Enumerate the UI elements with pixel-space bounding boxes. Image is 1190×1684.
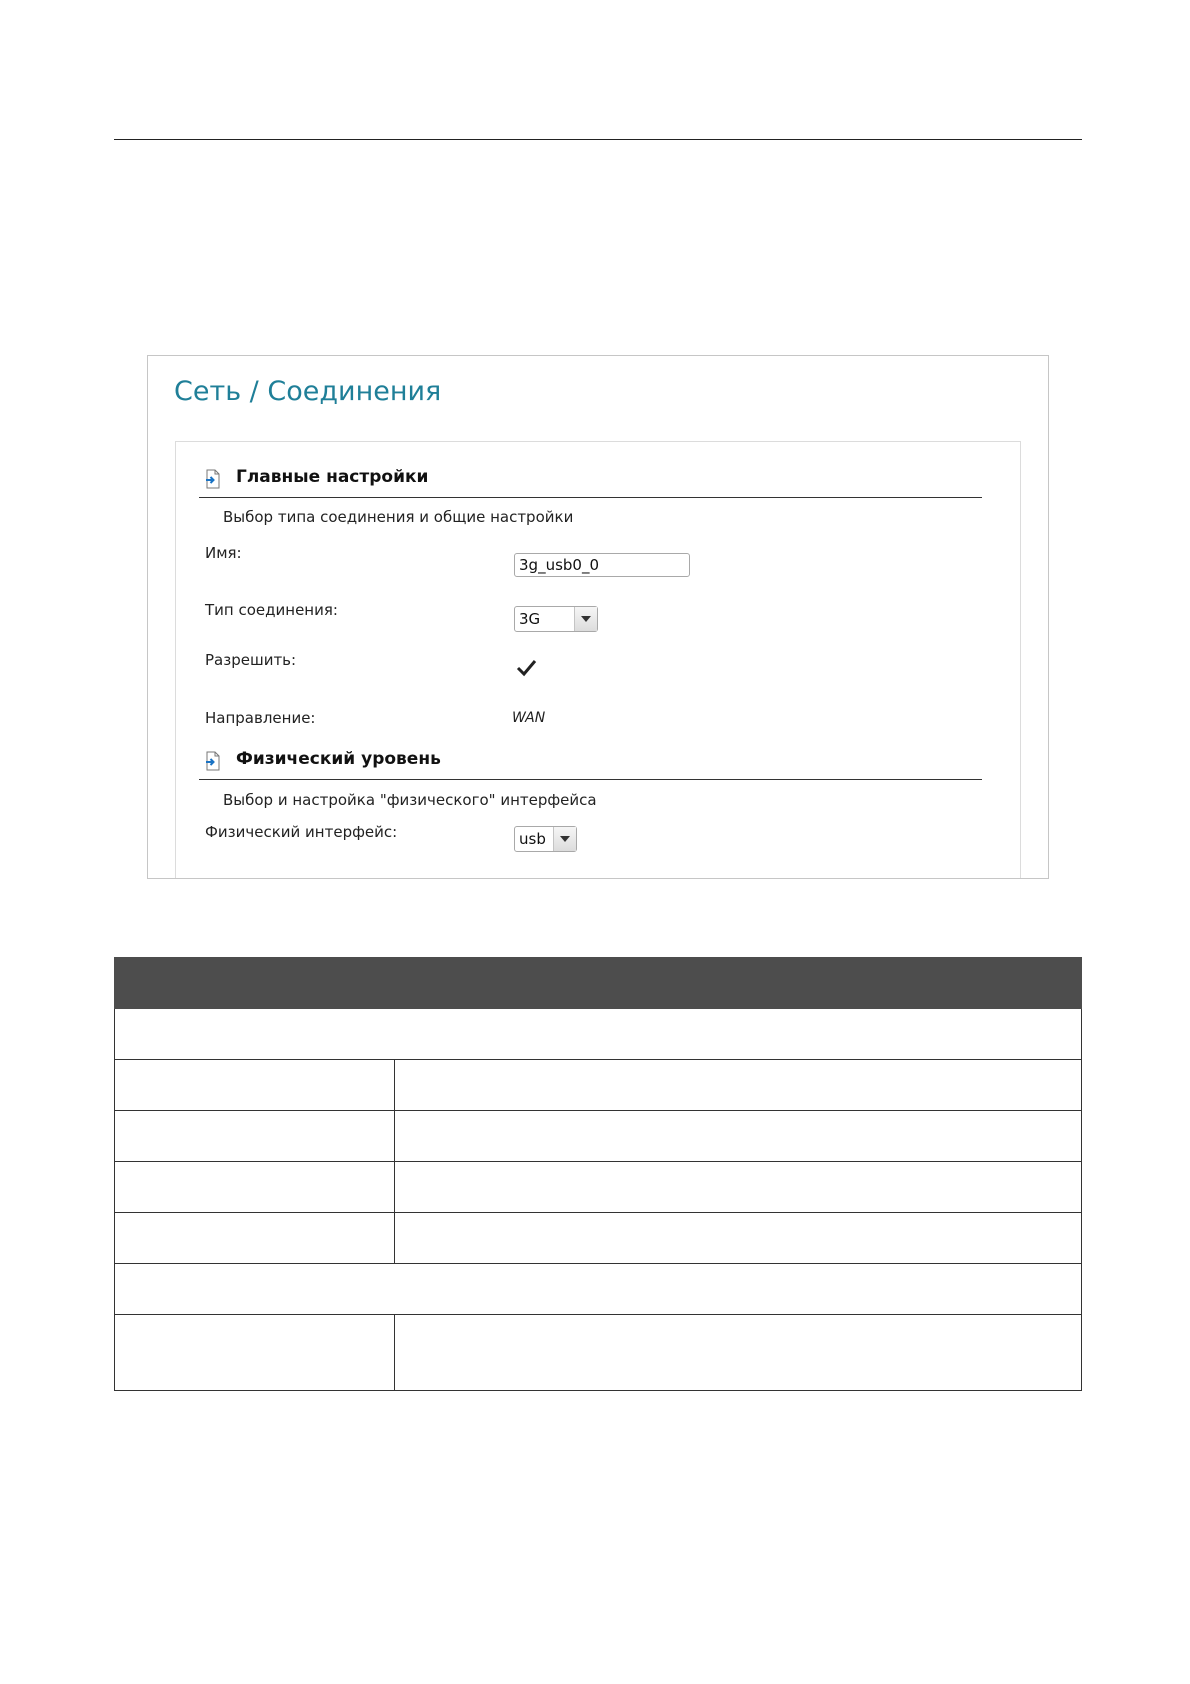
checkmark-icon — [518, 661, 535, 674]
page-title: Сеть / Соединения — [174, 376, 442, 407]
dropdown-arrow-icon — [560, 836, 570, 842]
document-arrow-icon — [205, 751, 221, 771]
parameters-table — [114, 957, 1082, 1391]
table-row — [115, 1162, 1082, 1213]
table-cell — [395, 1111, 1082, 1162]
dropdown-arrow-button[interactable] — [574, 607, 597, 631]
table-cell — [115, 1264, 1082, 1315]
connection-type-select[interactable] — [514, 606, 598, 632]
physical-interface-label: Физический интерфейс: — [205, 823, 398, 841]
section-description: Выбор типа соединения и общие настройки — [223, 508, 574, 526]
table-cell — [395, 1162, 1082, 1213]
physical-interface-value: usb — [519, 830, 546, 848]
table-section-row — [115, 1009, 1082, 1060]
section-heading: Физический уровень — [236, 749, 441, 769]
top-rule — [114, 139, 1082, 140]
table-header-cell — [115, 958, 1082, 1009]
direction-value: WAN — [512, 710, 546, 726]
table-cell — [115, 1060, 395, 1111]
table-row — [115, 1060, 1082, 1111]
document-arrow-icon — [205, 469, 221, 489]
settings-panel — [175, 441, 1021, 879]
table-row — [115, 1213, 1082, 1264]
dropdown-arrow-icon — [581, 616, 591, 622]
table-row — [115, 1111, 1082, 1162]
name-label: Имя: — [205, 544, 242, 562]
table-header — [115, 958, 1082, 1009]
connection-type-value: 3G — [519, 610, 541, 628]
table-cell — [115, 1111, 395, 1162]
table-cell — [115, 1315, 395, 1391]
section-physical-level — [199, 749, 982, 780]
name-input[interactable] — [514, 553, 690, 577]
section-description: Выбор и настройка "физического" интерфейса — [223, 791, 597, 809]
connection-type-label: Тип соединения: — [205, 601, 338, 619]
screenshot-frame — [147, 355, 1049, 879]
physical-interface-select[interactable] — [514, 826, 577, 852]
table-cell — [395, 1315, 1082, 1391]
section-main-settings — [199, 467, 982, 498]
enable-checkbox[interactable] — [514, 656, 538, 680]
dropdown-arrow-button[interactable] — [553, 827, 576, 851]
table-cell — [115, 1213, 395, 1264]
enable-label: Разрешить: — [205, 651, 297, 669]
table-section-row — [115, 1264, 1082, 1315]
table-cell — [395, 1213, 1082, 1264]
direction-label: Направление: — [205, 709, 316, 727]
section-heading: Главные настройки — [236, 467, 429, 487]
table-row — [115, 1315, 1082, 1391]
table-cell — [115, 1162, 395, 1213]
table-cell — [395, 1060, 1082, 1111]
table-cell — [115, 1009, 1082, 1060]
